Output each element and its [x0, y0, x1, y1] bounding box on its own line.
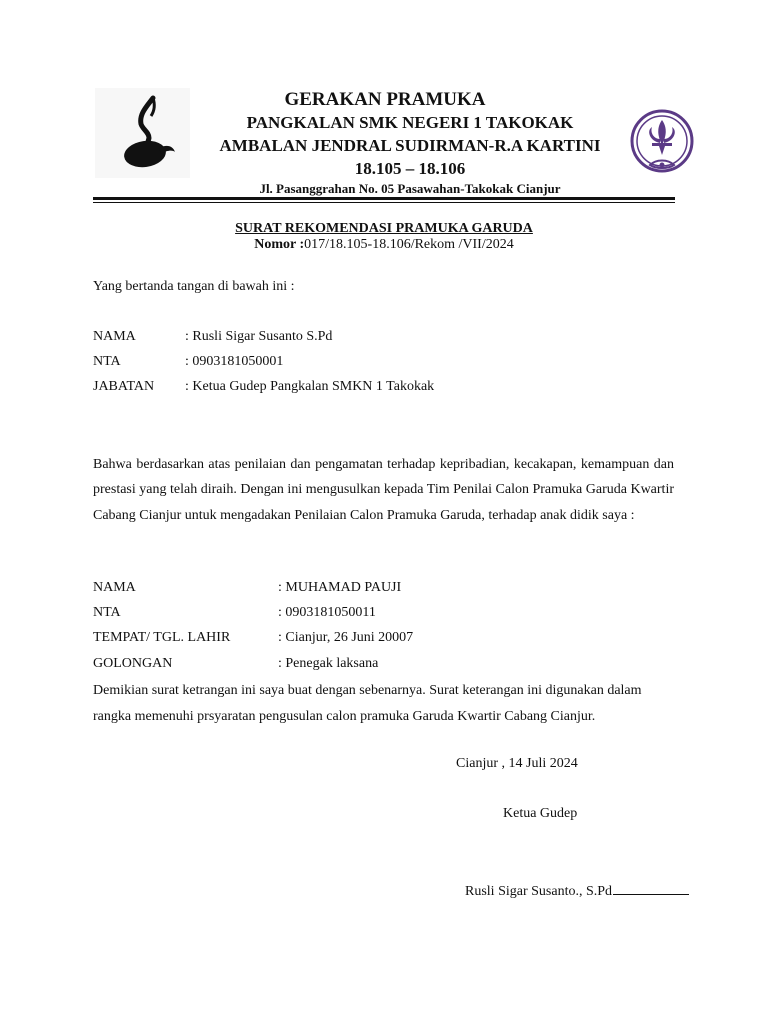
field-label: GOLONGAN: [93, 656, 173, 671]
field-value: : 0903181050011: [278, 605, 376, 620]
field-value: : MUHAMAD PAUJI: [278, 580, 402, 595]
letterhead-address: Jl. Pasanggrahan No. 05 Pasawahan-Takokak Cianjur: [259, 181, 561, 196]
field-label: NTA: [93, 354, 121, 369]
intro-text: Yang bertanda tangan di bawah ini :: [93, 279, 295, 294]
body-paragraph-1: Bahwa berdasarkan atas penilaian dan pengamatan terhadap kepribadian, kecakapan, kemampuan dan prestasi yang telah diraih. Dengan ini mengusulkan kepada Tim Penilai Calon Pramuka Garuda Kwartir Cabang Cianjur untuk mengadakan Penilaian Calon Pramuka Garuda, terhadap anak didik saya :: [93, 457, 674, 523]
org-code-line: 18.105 – 18.106: [354, 159, 466, 178]
field-value: : Rusli Sigar Susanto S.Pd: [185, 329, 333, 344]
field-value: : Penegak laksana: [278, 656, 379, 671]
letterhead-divider-thick: [93, 197, 675, 200]
signature-line: [613, 880, 689, 895]
field-label: NAMA: [93, 329, 136, 344]
field-value: : 0903181050001: [185, 354, 284, 369]
org-name-line3: AMBALAN JENDRAL SUDIRMAN-R.A KARTINI: [219, 136, 601, 155]
letterhead-divider-thin: [93, 202, 675, 203]
field-label: NTA: [93, 605, 121, 620]
document-number: [93, 236, 675, 253]
org-name-line1: GERAKAN PRAMUKA: [284, 89, 486, 110]
field-value: : Cianjur, 26 Juni 20007: [278, 630, 414, 645]
document-number-value: 017/18.105-18.106/Rekom /VII/2024: [304, 237, 514, 252]
signature-block: [465, 880, 689, 902]
signer-name: Rusli Sigar Susanto., S.Pd: [465, 884, 613, 899]
field-label: TEMPAT/ TGL. LAHIR: [93, 630, 231, 645]
document-title: SURAT REKOMENDASI PRAMUKA GARUDA: [235, 221, 533, 236]
signer-role: Ketua Gudep: [503, 806, 578, 821]
org-name-line2: PANGKALAN SMK NEGERI 1 TAKOKAK: [246, 113, 574, 132]
field-label: NAMA: [93, 580, 136, 595]
body-paragraph-2: Demikian surat ketrangan ini saya buat dengan sebenarnya. Surat keterangan ini digunakan dalam rangka memenuhi prsyaratan pengusulan calon pramuka Garuda Kwartir Cabang Cianjur.: [93, 683, 642, 724]
place-date: Cianjur , 14 Juli 2024: [456, 756, 578, 771]
field-value: : Ketua Gudep Pangkalan SMKN 1 Takokak: [185, 379, 435, 394]
document-number-label: Nomor :: [254, 237, 305, 252]
field-label: JABATAN: [93, 379, 155, 394]
tunas-kelapa-icon: [95, 88, 190, 178]
